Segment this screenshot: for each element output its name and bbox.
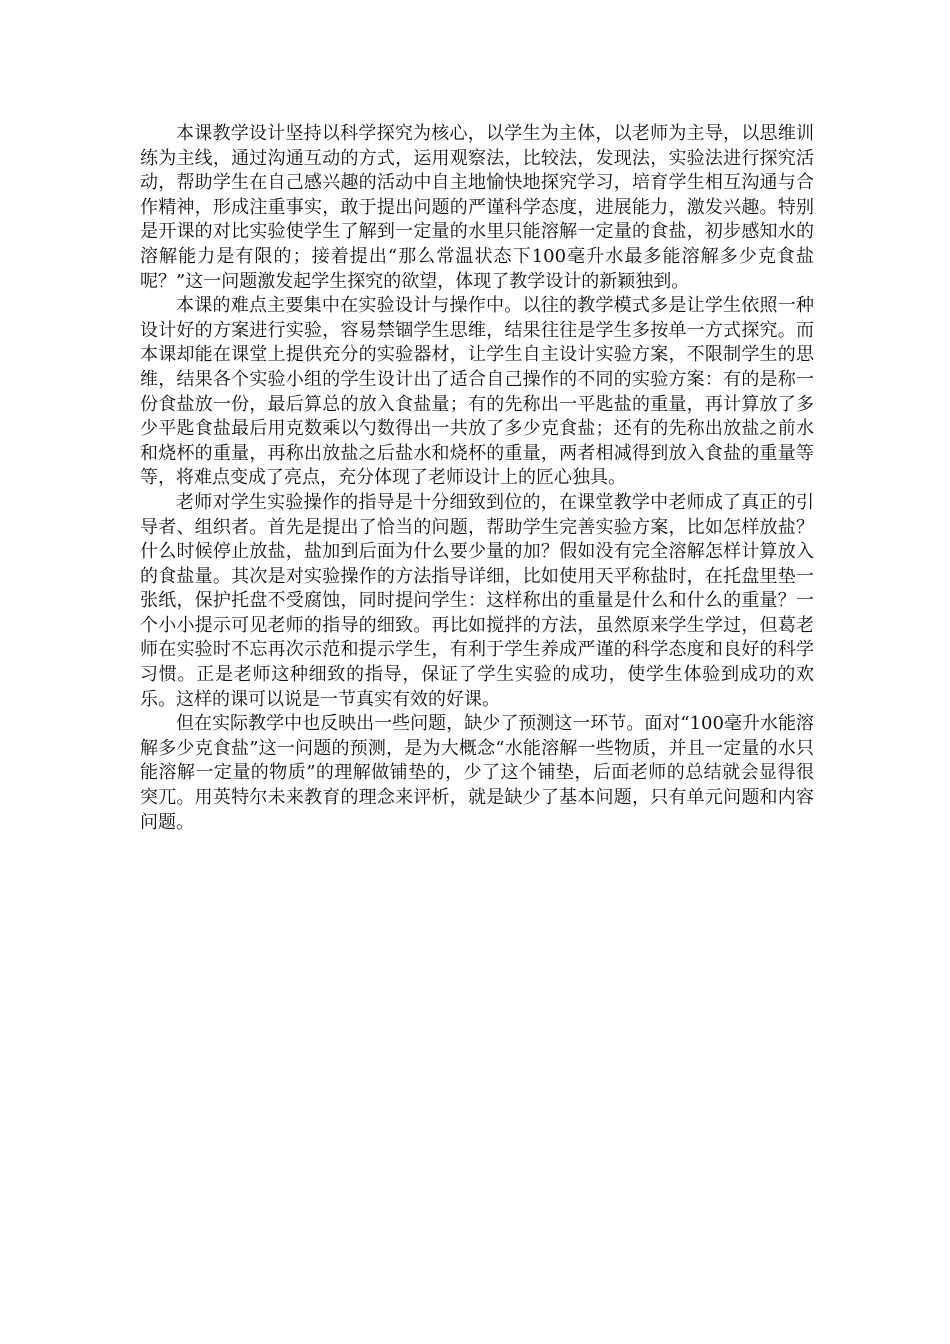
paragraph-2: 本课的难点主要集中在实验设计与操作中。以往的教学模式多是让学生依照一种设计好的方案进行实验，容易禁锢学生思维，结果往往是学生多按单一方式探究。而本课却能在课堂上提供充分的实验器材，让学生自主设计实验方案，不限制学生的思维，结果各个实验小组的学生设计出了适合自己操作的不同的实验方案：有的是称一份食盐放一份，最后算总的放入食盐量；有的先称出一平匙盐的重量，再计算放了多少平匙食盐最后用克数乘以勺数得出一共放了多少克食盐；还有的先称出放盐之前水和烧杯的重量，再称出放盐之后盐水和烧杯的重量，两者相减得到放入食盐的重量等等，将难点变成了亮点，充分体现了老师设计上的匠心独具。 <box>140 295 814 489</box>
document-body <box>140 122 814 835</box>
paragraph-3: 老师对学生实验操作的指导是十分细致到位的，在课堂教学中老师成了真正的引导者、组织者。首先是提出了恰当的问题，帮助学生完善实验方案，比如怎样放盐？什么时候停止放盐，盐加到后面为什么要少量的加？假如没有完全溶解怎样计算放入的食盐量。其次是对实验操作的方法指导详细，比如使用天平称盐时，在托盘里垫一张纸，保护托盘不受腐蚀，同时提问学生：这样称出的重量是什么和什么的重量？一个小小提示可见老师的指导的细致。再比如搅拌的方法，虽然原来学生学过，但葛老师在实验时不忘再次示范和提示学生，有利于学生养成严谨的科学态度和良好的科学习惯。正是老师这种细致的指导，保证了学生实验的成功，使学生体验到成功的欢乐。这样的课可以说是一节真实有效的好课。 <box>140 491 814 710</box>
paragraph-1: 本课教学设计坚持以科学探究为核心，以学生为主体，以老师为主导，以思维训练为主线，通过沟通互动的方式，运用观察法，比较法，发现法，实验法进行探究活动，帮助学生在自己感兴趣的活动中自主地愉快地探究学习，培育学生相互沟通与合作精神，形成注重事实，敢于提出问题的严谨科学态度，进展能力，激发兴趣。特别是开课的对比实验使学生了解到一定量的水里只能溶解一定量的食盐，初步感知水的溶解能力是有限的；接着提出“那么常温状态下100毫升水最多能溶解多少克食盐呢？”这一问题激发起学生探究的欲望，体现了教学设计的新颖独到。 <box>140 123 814 292</box>
paragraph-4: 但在实际教学中也反映出一些问题，缺少了预测这一环节。面对“100毫升水能溶解多少克食盐”这一问题的预测，是为大概念“水能溶解一些物质，并且一定量的水只能溶解一定量的物质”的理解做铺垫的，少了这个铺垫，后面老师的总结就会显得很突兀。用英特尔未来教育的理念来评析，就是缺少了基本问题，只有单元问题和内容问题。 <box>140 713 814 833</box>
